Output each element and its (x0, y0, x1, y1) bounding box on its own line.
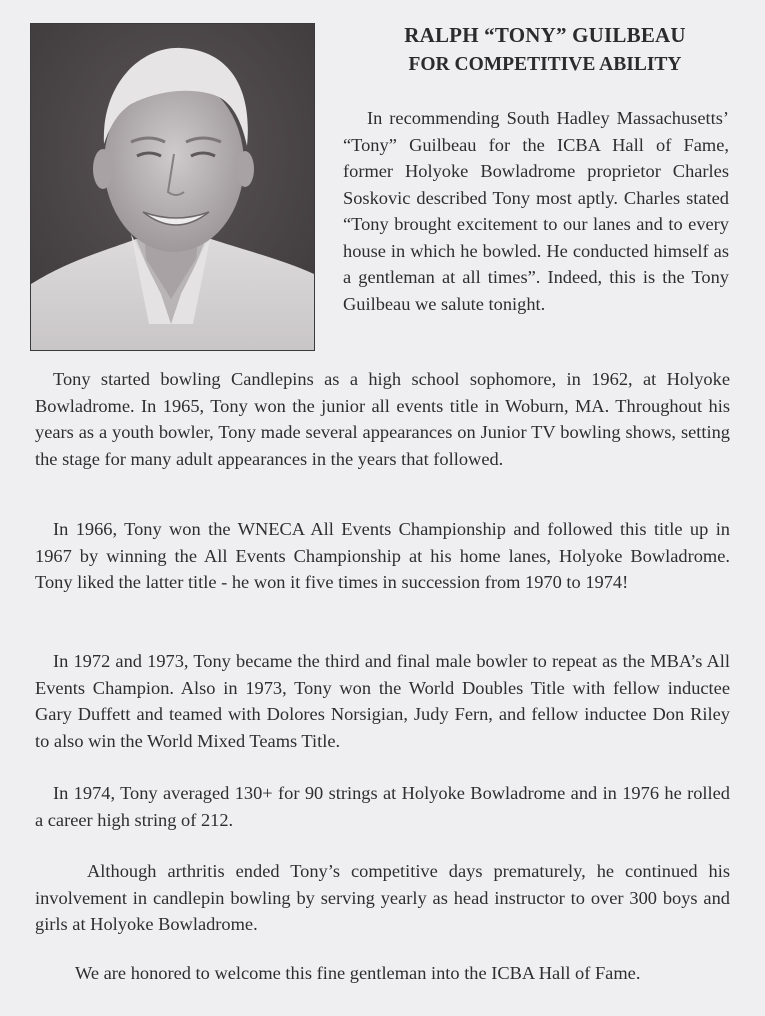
article-title: RALPH “TONY” GUILBEAU (404, 23, 686, 47)
portrait-image-icon (31, 24, 314, 350)
paragraph-instruction: Although arthritis ended Tony’s competitive days prematurely, he continued his involvement in candlepin bowling by serving yearly as head instructor to over 300 boys and girls at Holyoke Bowladrome. (35, 861, 730, 934)
paragraph-averages: In 1974, Tony averaged 130+ for 90 strings at Holyoke Bowladrome and in 1976 he rolled a career high string of 212. (35, 783, 730, 830)
article-header (340, 22, 750, 78)
closing-statement: We are honored to welcome this fine gentleman into the ICBA Hall of Fame. (75, 963, 641, 983)
intro-paragraph (343, 105, 729, 317)
paragraph-world-titles: In 1972 and 1973, Tony became the third and final male bowler to repeat as the MBA’s All Events Champion. Also in 1973, Tony won the World Doubles Title with fellow inductee Gary Duffett and teamed with Dolores Norsigian, Judy Fern, and fellow inductee Don Riley to also win the World Mixed Teams Title. (35, 651, 730, 751)
article-subtitle: FOR COMPETITIVE ABILITY (408, 54, 682, 75)
paragraph-early-career: Tony started bowling Candlepins as a high school sophomore, in 1962, at Holyoke Bowladrome. In 1965, Tony won the junior all events title in Woburn, MA. Throughout his years as a youth bowler, Tony made several appearances on Junior TV bowling shows, setting the stage for many adult appearances in the years that followed. (35, 369, 730, 469)
portrait-photo (30, 23, 315, 351)
intro-text: In recommending South Hadley Massachusetts’ “Tony” Guilbeau for the ICBA Hall of Fame, former Holyoke Bowladrome proprietor Charles Soskovic described Tony most aptly. Charles stated “Tony brought excitement to our lanes and to every house in which he bowled. He conducted himself as a gentleman at all times”. Indeed, this is the Tony Guilbeau we salute tonight. (343, 108, 729, 314)
paragraph-all-events: In 1966, Tony won the WNECA All Events Championship and followed this title up in 1967 by winning the All Events Championship at his home lanes, Holyoke Bowladrome. Tony liked the latter title - he won it five times in succession from 1970 to 1974! (35, 519, 730, 592)
